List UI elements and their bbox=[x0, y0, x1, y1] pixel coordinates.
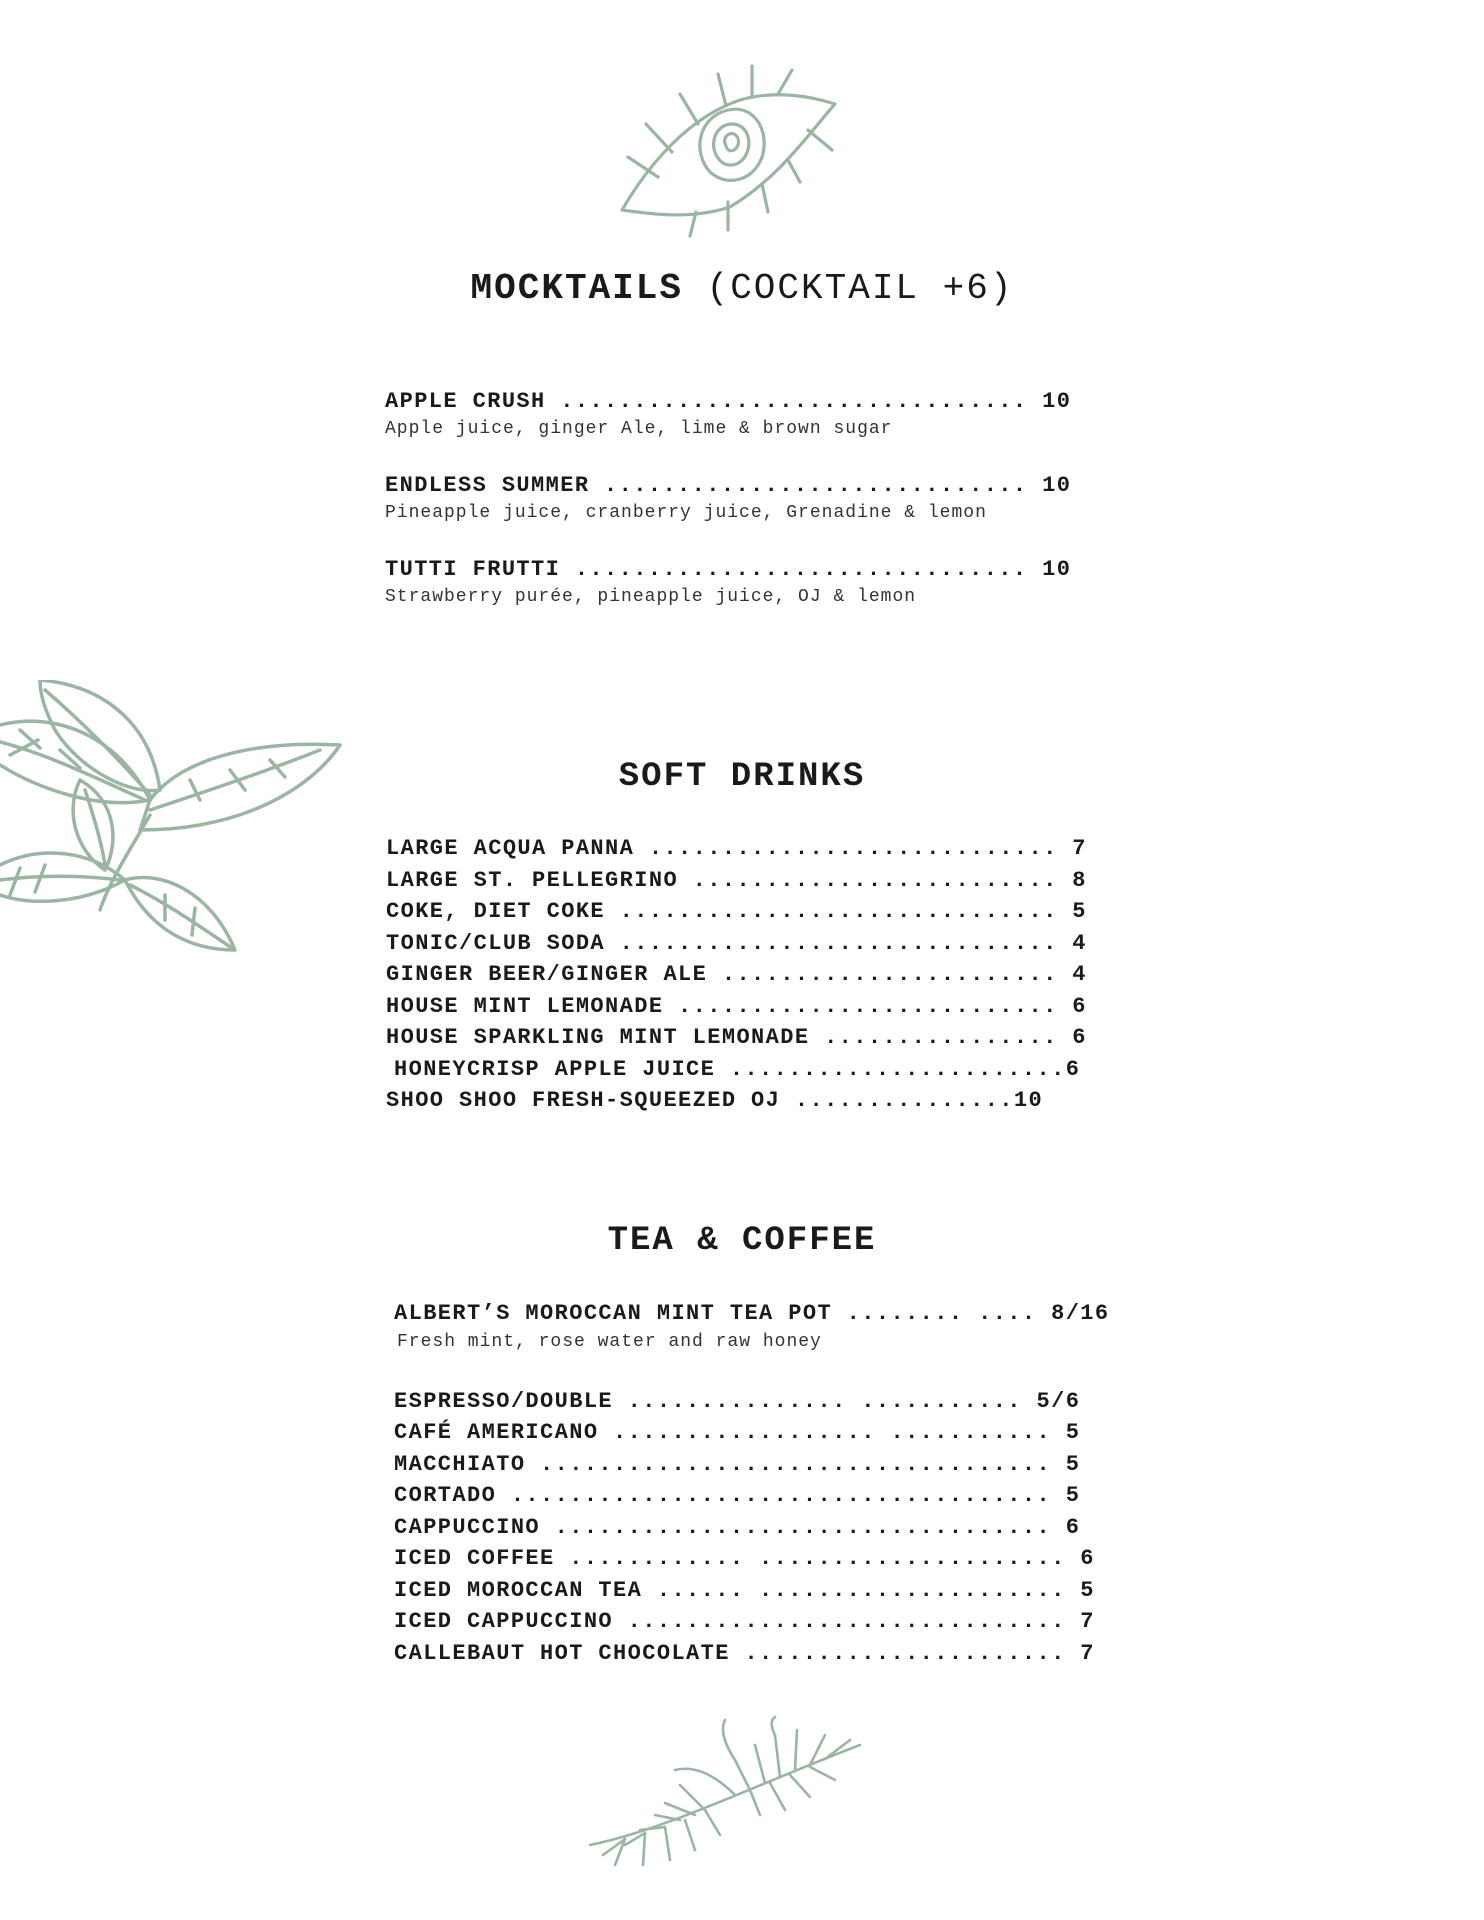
item-name-price: ALBERT’S MOROCCAN MINT TEA POT ........ .... 8/16 bbox=[394, 1301, 1110, 1326]
menu-item bbox=[385, 387, 1071, 441]
featured-item bbox=[394, 1298, 1110, 1354]
list-item: ESPRESSO/DOUBLE ............... ........... 5/6 bbox=[394, 1388, 1081, 1414]
list-item: CAFÉ AMERICANO .................. ........... 5 bbox=[394, 1420, 1081, 1445]
soft-drinks-heading bbox=[0, 758, 1484, 796]
item-name-price: TUTTI FRUTTI ............................... 10 bbox=[385, 557, 1072, 582]
basil-leaves-icon bbox=[0, 680, 345, 960]
item-name-price: ENDLESS SUMMER ............................. 10 bbox=[385, 473, 1072, 498]
eye-icon bbox=[610, 62, 850, 242]
list-item: CALLEBAUT HOT CHOCOLATE ...................... 7 bbox=[394, 1640, 1095, 1666]
list-item: ICED CAPPUCCINO .............................. 7 bbox=[394, 1609, 1095, 1634]
tea-coffee-title: TEA & COFFEE bbox=[607, 1222, 877, 1260]
list-item: COKE, DIET COKE .............................. 5 bbox=[386, 899, 1087, 924]
item-description: Fresh mint, rose water and raw honey bbox=[397, 1331, 822, 1352]
item-description: Pineapple juice, cranberry juice, Grenadine & lemon bbox=[385, 503, 987, 523]
list-item: CORTADO ..................................... 5 bbox=[394, 1483, 1081, 1508]
soft-drinks-title: SOFT DRINKS bbox=[618, 758, 866, 796]
mocktails-heading bbox=[0, 268, 1484, 309]
list-item: HONEYCRISP APPLE JUICE .......................6 bbox=[394, 1056, 1081, 1082]
item-description: Strawberry purée, pineapple juice, OJ & lemon bbox=[385, 587, 917, 607]
tea-coffee-list bbox=[394, 1298, 1110, 1669]
list-item: HOUSE MINT LEMONADE .......................... 6 bbox=[386, 993, 1087, 1019]
rosemary-sprig-icon bbox=[585, 1715, 865, 1875]
mocktails-list bbox=[385, 387, 1071, 639]
list-item: TONIC/CLUB SODA .............................. 4 bbox=[386, 930, 1087, 956]
list-item: GINGER BEER/GINGER ALE ....................... 4 bbox=[386, 962, 1087, 987]
list-item: ICED COFFEE ............ ..................... 6 bbox=[394, 1546, 1095, 1571]
list-item: ICED MOROCCAN TEA ...... ..................... 5 bbox=[394, 1577, 1095, 1603]
soft-drinks-list bbox=[386, 833, 1087, 1117]
list-item: HOUSE SPARKLING MINT LEMONADE ................ 6 bbox=[386, 1025, 1087, 1050]
menu-item bbox=[385, 555, 1071, 609]
mocktails-title-note: (COCKTAIL +6) bbox=[706, 268, 1014, 309]
list-item: CAPPUCCINO .................................. 6 bbox=[394, 1514, 1081, 1540]
list-item: LARGE ST. PELLEGRINO ......................... 8 bbox=[386, 867, 1087, 893]
list-item: MACCHIATO ................................... 5 bbox=[394, 1451, 1081, 1477]
tea-coffee-heading bbox=[0, 1222, 1484, 1260]
item-name-price: APPLE CRUSH ................................ 10 bbox=[385, 389, 1072, 414]
list-item: LARGE ACQUA PANNA ............................ 7 bbox=[386, 836, 1087, 861]
item-description: Apple juice, ginger Ale, lime & brown sugar bbox=[385, 419, 893, 439]
mocktails-title: MOCKTAILS bbox=[470, 268, 683, 309]
list-item: SHOO SHOO FRESH-SQUEEZED OJ ...............10 bbox=[386, 1088, 1044, 1113]
menu-item bbox=[385, 471, 1071, 525]
